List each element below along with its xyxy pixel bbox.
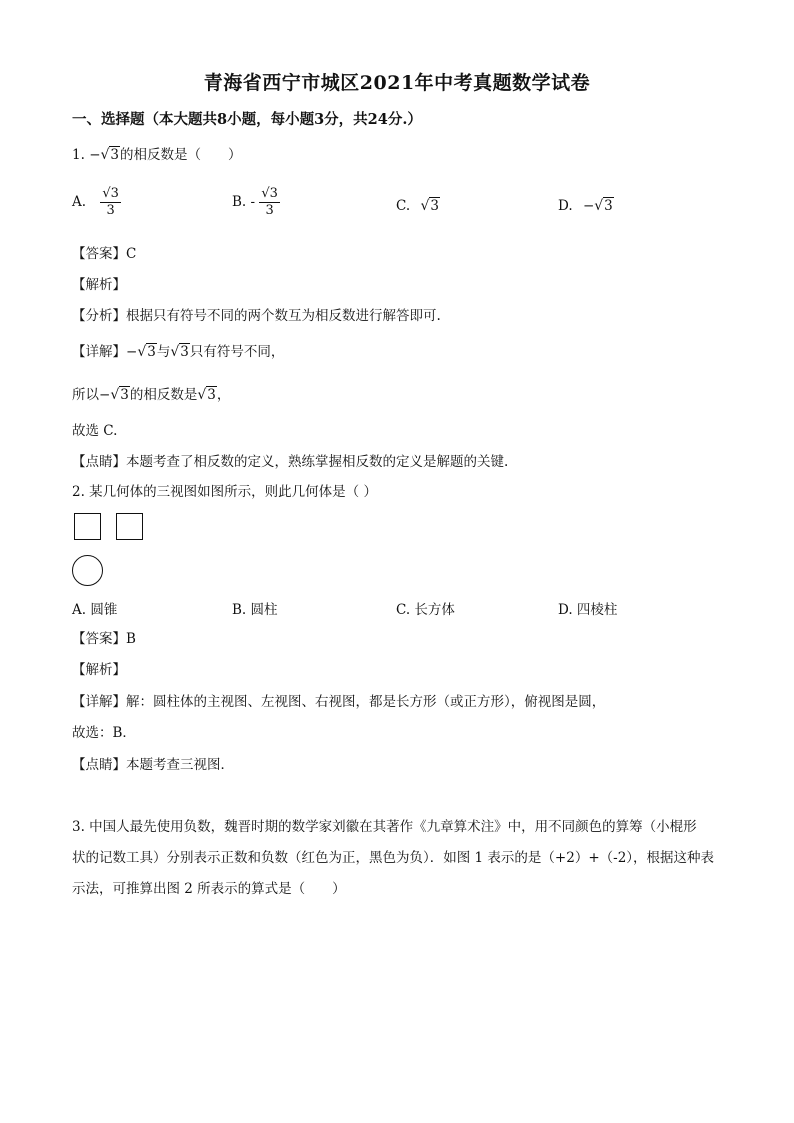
fraction-denominator: 3 [106,203,115,218]
q1-option-d [558,198,614,214]
q1-option-a [72,186,121,219]
so-root-arg-1: 3 [120,387,129,403]
front-view-square [74,513,101,540]
so-minus: − [99,387,111,403]
q2-analysis-label: 【解析】 [72,662,126,678]
sqrt-symbol: √3 [594,198,613,214]
q1-answer: 【答案】C [72,246,137,262]
sqrt-symbol: √3 [137,344,156,360]
q2-answer: 【答案】B [72,631,136,647]
option-c-label: C. [396,198,411,214]
detail-mid: 与 [156,344,171,360]
detail-minus: − [126,344,138,360]
q3-line-1: 3. 中国人最先使用负数，魏晋时期的数学家刘徽在其著作《九章算术注》中，用不同颜色的算筹（小棍形 [72,819,697,835]
detail-tail: 只有符号不同， [189,344,285,360]
q2-detail: 【详解】解：圆柱体的主视图、左视图、右视图，都是长方形（或正方形），俯视图是圆， [72,694,606,710]
q2-dianjing: 【点睛】本题考查三视图． [72,757,234,773]
q2-option-c: C. 长方体 [396,602,455,618]
detail-root-arg-2: 3 [180,344,189,360]
q1-analysis-label: 【解析】 [72,277,126,293]
q3-line-3: 示法，可推算出图 2 所表示的算式是（ ） [72,881,346,897]
q1-choose: 故选 C. [72,423,118,439]
q1-dianjing: 【点睛】本题考查了相反数的定义，熟练掌握相反数的定义是解题的关键. [72,454,509,470]
q1-fenxi: 【分析】根据只有符号不同的两个数互为相反数进行解答即可. [72,308,441,324]
so-root-arg-2: 3 [207,387,216,403]
q1-detail [72,342,284,362]
q1-option-b [232,186,280,219]
option-a-label: A. [72,194,87,210]
q1-option-c [396,198,440,214]
q1-minus: − [89,147,101,163]
sqrt-symbol: √3 [197,387,216,403]
detail-prefix: 【详解】 [72,344,126,360]
so-tail: ， [216,387,231,403]
q1-number: 1. [72,147,85,163]
top-view-circle [72,555,103,586]
q2-option-a: A. 圆锥 [72,602,118,618]
so-prefix: 所以 [72,387,99,403]
section-heading: 一、选择题（本大题共8小题，每小题3分，共24分.） [72,111,422,128]
q2-option-d: D. 四棱柱 [558,602,618,618]
q1-so [72,385,230,405]
page-title: 青海省西宁市城区2021年中考真题数学试卷 [203,72,591,94]
detail-root-arg-1: 3 [147,344,156,360]
option-b-fraction [259,186,280,219]
sqrt-symbol: √3 [170,344,189,360]
q2-choose: 故选：B． [72,725,136,741]
option-a-fraction [100,186,121,219]
option-d-label: D. [558,198,573,214]
option-d-value: 3 [604,198,613,214]
fraction-numerator: √3 [102,186,119,201]
option-b-label: B. - [232,194,256,210]
fraction-numerator: √3 [261,186,278,201]
q1-stem [72,145,242,165]
q3-line-2: 状的记数工具）分别表示正数和负数（红色为正，黑色为负）．如图 1 表示的是（+2）+（-2），根据这种表 [72,850,715,866]
q1-tail: 的相反数是（ ） [120,147,242,163]
option-c-value: 3 [430,198,439,214]
option-d-minus: − [582,198,595,214]
q2-stem: 2. 某几何体的三视图如图所示，则此几何体是（ ） [72,484,377,500]
side-view-square [116,513,143,540]
sqrt-symbol: √3 [420,198,439,214]
sqrt-symbol: √3 [110,387,129,403]
q2-option-b: B. 圆柱 [232,602,278,618]
sqrt-symbol: √3 [100,147,120,163]
fraction-denominator: 3 [265,203,274,218]
q1-root-arg: 3 [110,147,120,163]
so-mid: 的相反数是 [129,387,198,403]
